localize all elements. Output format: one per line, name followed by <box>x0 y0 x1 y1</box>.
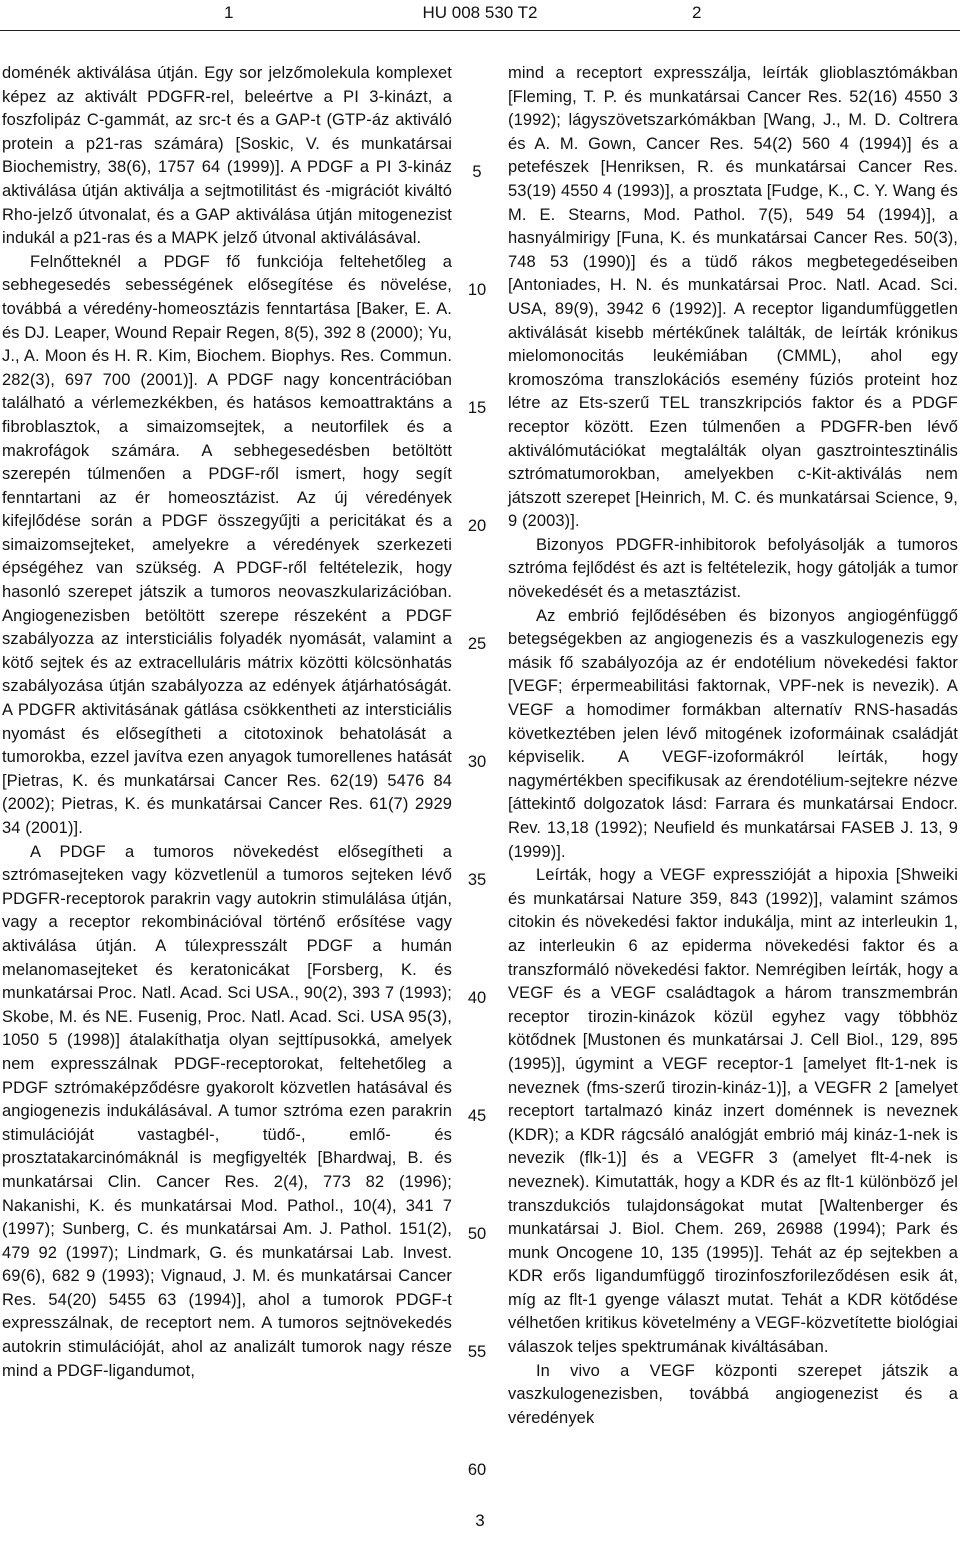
right-column <box>508 62 958 1430</box>
line-number: 15 <box>467 399 487 417</box>
line-number: 55 <box>467 1343 487 1361</box>
right-paragraph-4: Leírták, hogy a VEGF expresszióját a hipoxia [Shweiki és munkatársai Nature 359, 843 (1992)], valamint számos citokin és növekedési faktor indukálja, mint az interleukin 1, az interleukin 6 az epiderma növekedési faktor és a transzformáló növekedési faktor. Nemrégiben leírták, hogy a VEGF és a VEGF családtagok a három transzmembrán receptor tirozin-kinázok közül egyhez vagy többhöz kötődnek [Mustonen és munkatársai J. Cell Biol., 129, 895 (1995)], úgymint a VEGF receptor-1 [amelyet flt-1-nek is neveznek (fms-szerű tirozin-kináz-1)], a VEGFR 2 [amelyet receptort tartalmazó kináz inzert doménnek is neveznek (KDR); a KDR rágcsáló analógját embrió máj kináz-1-nek is nevezik (flk-1)] és a VEGFR 3 (amelyet flt-4-nek is neveznek). Kimutatták, hogy a KDR és az flt-1 különböző jel transzdukciós tulajdonságokat mutat [Waltenberger és munkatársai J. Biol. Chem. 269, 26988 (1994); Park és munk Oncogene 10, 135 (1995)]. Tehát az ép sejtekben a KDR erős ligandumfüggő tirozinfoszforileződésen esik át, míg az flt-1 gyenge választ mutat. Tehát a KDR kötődése vélhetően kritikus követelmény a VEGF-közvetítette biológiai válaszok teljes spektrumának kiváltásában. <box>508 866 958 1357</box>
line-number: 10 <box>467 281 487 299</box>
right-paragraph-5: In vivo a VEGF központi szerepet játszik a vaszkulogenezisben, továbbá angiogenezist és a véredények <box>508 1361 958 1427</box>
line-number: 25 <box>467 635 487 653</box>
page-header <box>0 0 960 30</box>
right-paragraph-3: Az embrió fejlődésében és bizonyos angiogénfüggő betegségekben az angiogenezis és a vaszkulogenezis egy másik fő szabályozója az ér endotélium növekedési faktor [VEGF; érpermeabilitási faktornak, VPF-nek is nevezik). A VEGF a homodimer formákban alternatív RNS-hasadás következtében jelen lévő mitogének izoformáinak családját képviselik. A VEGF-izoformákról leírták, hogy nagymértékben specifikusak az érendotélium-sejtekre nézve [áttekintő dolgozatok lásd: Farrara és munkatársai Endocr. Rev. 13,18 (1992); Neufield és munkatársai FASEB J. 13, 9 (1999)]. <box>508 606 958 861</box>
left-page-number: 1 <box>224 3 234 22</box>
left-paragraph-2: Felnőtteknél a PDGF fő funkciója feltehetőleg a sebhegesedés sebességének elősegítése és növelése, továbbá a véredény-homeosztázis fenntartása [Baker, E. A. és DJ. Leaper, Wound Repair Regen, 8(5), 392 8 (2000); Yu, J., A. Moon és H. R. Kim, Biochem. Biophys. Res. Commun. 282(3), 697 700 (2001)]. A PDGF nagy koncentrációban található a vérlemezkékben, és hatásos kemoattraktáns a fibroblasztok, a simaizomsejtek, a neutorfilek és a makrofágok számára. A sebhegesedésben betöltött szerepén túlmenően a PDGF-ről ismert, hogy segít fenntartani az ér homeosztázist. Az új véredények kifejlődése során a PDGF összegyűjti a pericitákat és a simaizomsejteket, amelyekre a véredények szerkezeti épségéhez van szükség. A PDGF-ről feltételezik, hogy hasonló szerepet játszik a tumoros neovaszkularizációban. Angiogenezisben betöltött szerepe részeként a PDGF szabályozza az intersticiális folyadék nyomását, valamint a kötő sejtek és az extracelluláris mátrix közötti kölcsönhatás szabályozása útján szabályozza az edények átjárhatóságát. A PDGFR aktivitásának gátlása csökkentheti az intersticiális nyomást és elősegítheti a citotoxinok behatolását a tumorokba, ezzel javítva ezen anyagok tumorellenes hatását [Pietras, K. és munkatársai Cancer Res. 62(19) 5476 84 (2002); Pietras, K. és munkatársai Cancer Res. 61(7) 2929 34 (2001)]. <box>2 252 452 837</box>
left-paragraph-1: doménék aktiválása útján. Egy sor jelzőmolekula komplexet képez az aktivált PDGFR-rel, beleértve a PI 3-kinázt, a foszfolipáz C-gammát, az src-t és a GAP-t (GTP-áz aktiváló protein a p21-ras számára) [Soskic, V. és munkatársai Biochemistry, 38(6), 1757 64 (1999)]. A PDGF a PI 3-kináz aktiválása útján aktiválja a sejtmotilitást és -migrációt kiváltó Rho-jelző útvonalat, és a GAP aktiválása útján mitogenezist indukál a p21-ras és a MAPK jelző útvonal aktiválásával. <box>2 64 452 248</box>
right-paragraph-1: mind a receptort expresszálja, leírták glioblasztómákban [Fleming, T. P. és munkatársai Cancer Res. 52(16) 4550 3 (1992); lágyszövetszarkómákban [Wang, J., M. D. Coltrera és A. M. Gown, Cancer Res. 54(2) 560 4 (1994)] és a petefészek [Henriksen, R. és munkatársai Cancer Res. 53(19) 4550 4 (1993)], a prosztata [Fudge, K., C. Y. Wang és M. E. Stearns, Mod. Pathol. 7(5), 549 54 (1994)], a hasnyálmirigy [Funa, K. és munkatársai Cancer Res. 50(3), 748 53 (1990)] és a tüdő rákos megbetegedéseiben [Antoniades, H. N. és munkatársai Proc. Natl. Acad. Sci. USA, 89(9), 3942 6 (1992)]. A receptor ligandumfüggetlen aktiválását kisebb mértékűnek találták, de leírták krónikus mielomonocitás leukémiában (CMML), ahol egy kromoszóma transzlokációs esemény fúziós proteint hoz létre az Ets-szerű TEL transzkripciós faktor és a PDGF receptor között. Ezen túlmenően a PDGFR-ben lévő aktiválómutációkat megtalálták olyan gasztrointesztinális sztrómatumorokban, amelyekben c-Kit-aktiválás nem játszott szerepet [Heinrich, M. C. és munkatársai Science, 9, 9 (2003)]. <box>508 64 958 531</box>
right-paragraph-2: Bizonyos PDGFR-inhibitorok befolyásolják a tumoros sztróma fejlődést és azt is feltételezik, hogy gátolják a tumor növekedését és a metasztázist. <box>508 535 958 602</box>
line-number: 20 <box>467 517 487 535</box>
left-column <box>2 62 452 1383</box>
line-number: 40 <box>467 989 487 1007</box>
line-number: 30 <box>467 753 487 771</box>
header-rule <box>0 30 960 31</box>
line-number: 60 <box>467 1461 487 1479</box>
left-paragraph-3: A PDGF a tumoros növekedést elősegítheti a sztrómasejteken vagy közvetlenül a tumoros sejteken lévő PDGFR-receptorok parakrin vagy autokrin stimulálása útján, vagy a receptor rekombinációval történő erősítése vagy aktiválása útján. A túlexpresszált PDGF a humán melanomasejteket és keratonicákat [Forsberg, K. és munkatársai Proc. Natl. Acad. Sci USA., 90(2), 393 7 (1993); Skobe, M. és NE. Fusenig, Proc. Natl. Acad. Sci. USA 95(3), 1050 5 (1998)] átalakíthatja olyan sejttípusokká, amelyek nem expresszálnak PDGF-receptorokat, feltehetőleg a PDGF sztrómaképződésre gyakorolt közvetlen hatásával és angiogenezis indukálásával. A tumor sztróma ezen parakrin stimulációját vastagbél-, tüdő-, emlő- és prosztatakarcinómáknál is megfigyelték [Bhardwaj, B. és munkatársai Clin. Cancer Res. 2(4), 773 82 (1996); Nakanishi, K. és munkatársai Mod. Pathol., 10(4), 341 7 (1997); Sunberg, C. és munkatársai Am. J. Pathol. 151(2), 479 92 (1997); Lindmark, G. és munkatársai Lab. Invest. 69(6), 682 9 (1993); Vignaud, J. M. és munkatársai Cancer Res. 54(20) 5455 63 (1994)], ahol a tumorok PDGF-t expresszálnak, de receptort nem. A tumoros sejtnövekedés autokrin stimulációját, ahol az analizált tumorok nagy része mind a PDGF-ligandumot, <box>2 842 452 1380</box>
line-number: 5 <box>472 163 482 181</box>
line-number: 50 <box>467 1225 487 1243</box>
right-page-number: 2 <box>692 3 702 22</box>
page-footer-number: 3 <box>475 1511 485 1530</box>
document-number: HU 008 530 T2 <box>422 3 538 22</box>
line-number: 45 <box>467 1107 487 1125</box>
line-number: 35 <box>467 871 487 889</box>
